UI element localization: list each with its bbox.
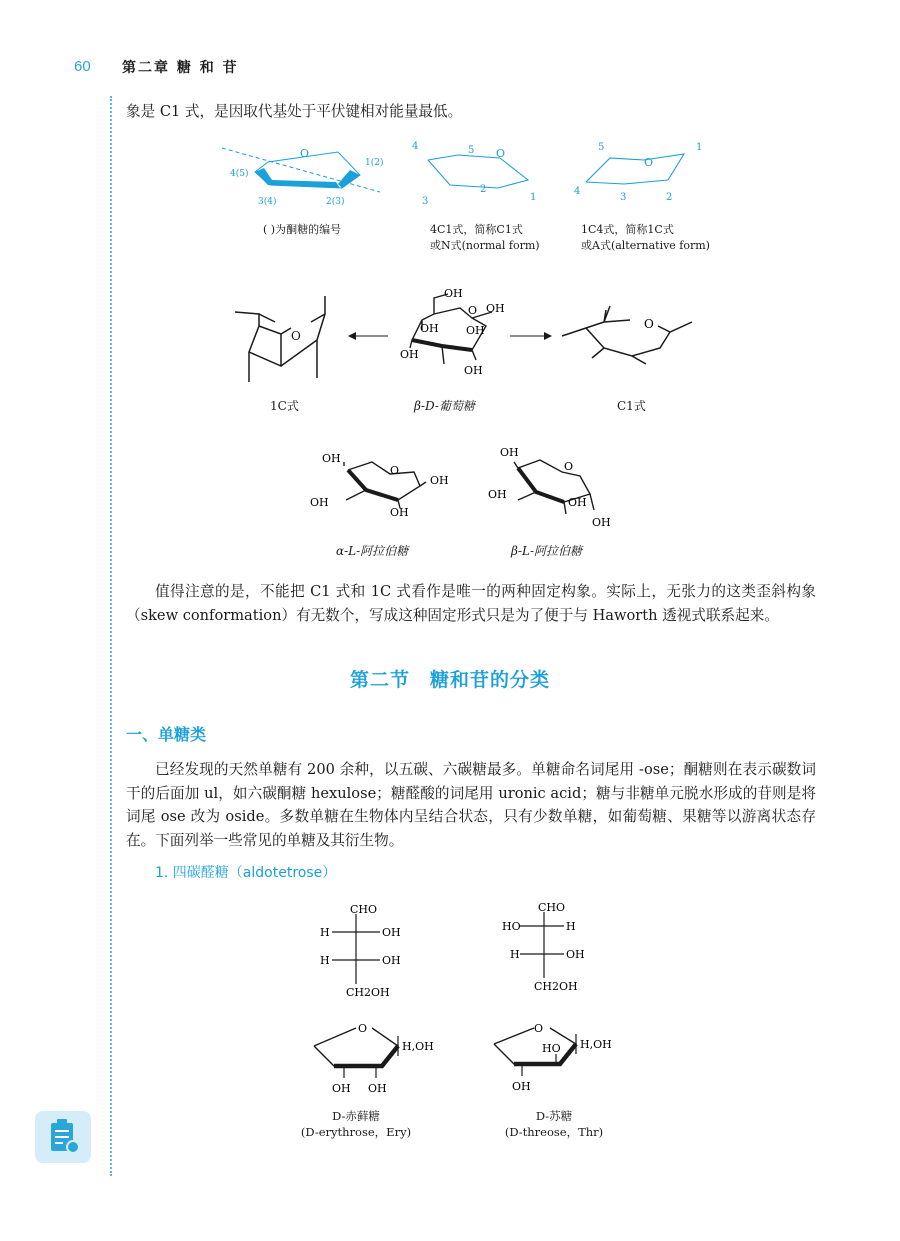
carbon-label: 1 — [696, 142, 703, 153]
name-d-threose: D-苏糖 — [535, 1109, 573, 1123]
paragraph-conformation-note: 值得注意的是，不能把 C1 式和 1C 式看作是唯一的两种固定构象。实际上，无张力的这类歪斜构象（skew conformation）有无数个，写成这种固定形式只是为了便于与 Haworth 透视式联系起来。 — [126, 583, 816, 624]
paragraph-monosaccharides: 已经发现的天然单糖有 200 余种，以五碳、六碳糖最多。单糖命名词尾用 -ose；酮糖则在表示碳数词干的后面加 ul，如六碳酮糖 hexulose；糖醛酸的词尾用 uronic acid；糖与非糖单元脱水形成的苷则是将词尾 ose 改为 oside。多数单糖在生物体内呈结合状态，只有少数单糖，如葡萄糖、果糖等以游离状态存在。下面列举一些常见的单糖及其衍生物。 — [126, 761, 816, 849]
carbon-label: 3(4) — [258, 197, 277, 207]
arrow-left — [348, 330, 390, 342]
ring-atom-o: O — [358, 1022, 368, 1035]
ring-atom-o: O — [644, 317, 654, 331]
atom-label: OH — [488, 488, 507, 501]
intro-line: 象是 C1 式，是因取代基处于平伏键相对能量最低。 — [126, 103, 463, 120]
label-beta-d-glucose: β-D-葡萄糖 — [414, 399, 475, 413]
atom-label: OH — [310, 496, 329, 509]
carbon-label: 2 — [666, 192, 673, 203]
atom-label: OH — [322, 452, 341, 465]
carbon-label: 1 — [530, 192, 537, 203]
caption-c1-line2: 或N式(normal form) — [430, 239, 540, 252]
latin-d-erythrose: (D-erythrose，Ery) — [300, 1125, 412, 1139]
group-label: OH — [382, 926, 401, 939]
ring-atom-o: O — [564, 460, 574, 473]
carbon-label: 2 — [480, 184, 487, 195]
name-d-erythrose: D-赤藓糖 — [332, 1109, 380, 1123]
beta-l-arabinose-structure — [488, 444, 618, 530]
label-beta-l-arabinose: β-L-阿拉伯糖 — [511, 544, 583, 558]
label-c1: C1式 — [617, 399, 646, 413]
latin-d-threose: (D-threose，Thr) — [504, 1125, 604, 1139]
page-number: 60 — [74, 58, 91, 75]
group-label: H,OH — [580, 1038, 612, 1051]
group-label: H — [320, 954, 330, 967]
alpha-l-arabinose-structure — [310, 448, 460, 520]
group-label: H,OH — [402, 1040, 434, 1053]
group-label: HO — [542, 1042, 561, 1055]
atom-label: OH — [430, 474, 449, 487]
caption-ketose-numbering: ( )为酮糖的编号 — [263, 223, 342, 236]
atom-label: OH — [400, 348, 419, 361]
group-label: OH — [332, 1082, 351, 1095]
caption-1c-form — [581, 222, 710, 254]
atom-label: OH — [486, 302, 505, 315]
atom-label: OH — [444, 287, 463, 300]
caption-c1-form — [430, 222, 540, 254]
arrow-right — [510, 330, 552, 342]
clipboard-note-icon[interactable] — [35, 1111, 91, 1163]
group-label: OH — [512, 1080, 531, 1093]
carbon-label: 5 — [468, 145, 475, 156]
group-label: CH2OH — [346, 986, 390, 999]
margin-rule — [110, 96, 112, 1176]
carbon-label: 4(5) — [230, 169, 249, 179]
ring-atom-o: O — [291, 329, 301, 343]
caption-c1-line1: 4C1式，简称C1式 — [430, 223, 523, 236]
chair-diagram-1c — [572, 140, 712, 210]
label-1c: 1C式 — [270, 399, 299, 413]
chapter-title: 第二章 糖 和 苷 — [122, 60, 239, 76]
chair-diagram-ketose — [220, 140, 390, 210]
ring-atom-o: O — [496, 147, 506, 160]
caption-d-erythrose — [296, 1108, 416, 1140]
atom-label: OH — [420, 322, 439, 335]
caption-d-threose — [494, 1108, 614, 1140]
glucose-1c-structure — [225, 290, 345, 390]
group-label: H — [566, 920, 576, 933]
caption-1c-line2: 或A式(alternative form) — [581, 239, 710, 252]
carbon-label: 3 — [422, 196, 429, 207]
ring-atom-o: O — [390, 464, 400, 477]
carbon-label: 4 — [574, 186, 581, 197]
atom-label: OH — [466, 324, 485, 337]
ring-atom-o: O — [468, 304, 478, 317]
group-label: OH — [382, 954, 401, 967]
group-label: HO — [502, 920, 521, 933]
ring-atom-o: O — [644, 156, 654, 169]
chair-diagram-c1 — [408, 140, 538, 210]
subsection-title: 一、单糖类 — [126, 725, 207, 744]
carbon-label: 1(2) — [365, 158, 384, 168]
label-alpha-l-arabinose: α-L-阿拉伯糖 — [336, 544, 409, 558]
atom-label: OH — [568, 496, 587, 509]
glucose-c1-structure — [560, 300, 700, 370]
atom-label: OH — [390, 506, 409, 519]
group-label: OH — [368, 1082, 387, 1095]
group-label: CHO — [538, 901, 566, 914]
carbon-label: 3 — [620, 192, 627, 203]
section-title: 第二节 糖和苷的分类 — [349, 669, 550, 691]
haworth-d-threose — [492, 1018, 632, 1098]
atom-label: OH — [592, 516, 611, 529]
beta-d-glucose-structure — [398, 284, 508, 382]
haworth-d-erythrose — [308, 1018, 448, 1098]
item-heading-aldotetrose: 1. 四碳醛糖（aldotetrose） — [155, 865, 337, 881]
carbon-label: 5 — [598, 142, 605, 153]
atom-label: OH — [464, 364, 483, 377]
group-label: H — [320, 926, 330, 939]
group-label: OH — [566, 948, 585, 961]
group-label: H — [510, 948, 520, 961]
ring-atom-o: O — [300, 147, 310, 160]
fischer-d-threose — [502, 898, 612, 998]
group-label: CH2OH — [534, 980, 578, 993]
ring-atom-o: O — [534, 1022, 544, 1035]
caption-1c-line1: 1C4式，简称1C式 — [581, 223, 674, 236]
group-label: CHO — [350, 903, 378, 916]
carbon-label: 2(3) — [326, 197, 345, 207]
carbon-label: 4 — [412, 141, 419, 152]
fischer-d-erythrose — [318, 900, 428, 1000]
atom-label: OH — [500, 446, 519, 459]
